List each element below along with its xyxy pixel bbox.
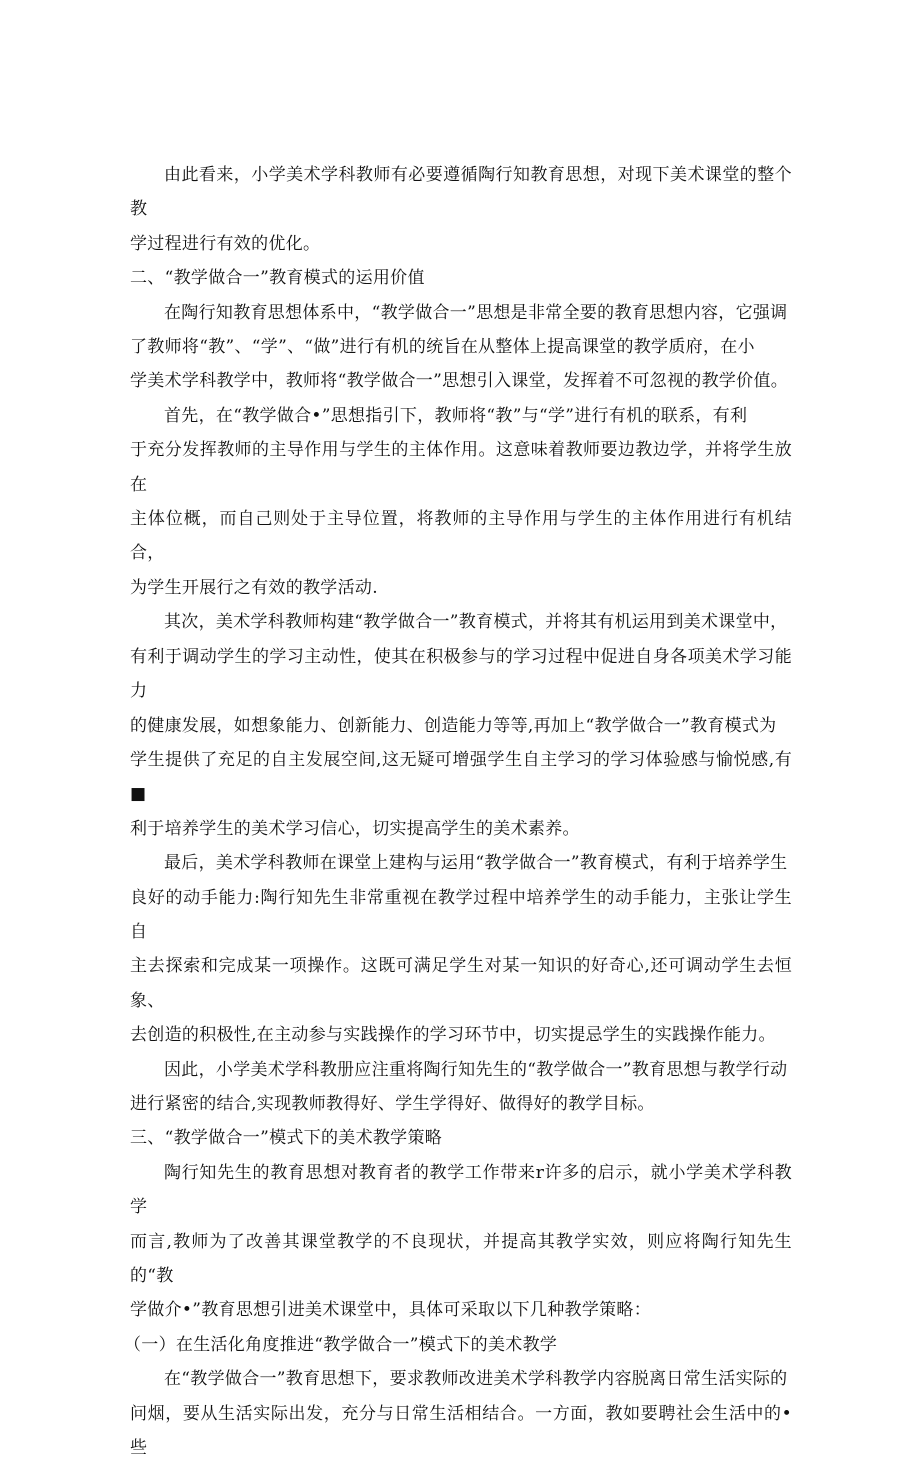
paragraph: 在“教学做合一”教育思想下，要求教师改进美术学科教学内容脱离日常生活实际的 问烟，要从生活实际出发，充分与日常生活相结合。一方面，教如要聘社会生活中的•些 xyxy=(130,1369,792,1459)
paragraph: 其次，美术学科教师构建“教学做合一”教育模式，并将其有机运用到美术课堂中， 有利于调动学生的学习主动性，使其在积极参与的学习过程中促进自身各项美术学习能力 的健康发展，如想象能力、创新能力、创造能力等等,再加上“教学做合一”教育模式为 学生提供了充足的自主发展空间,这无疑可增强学生自主学习的学习体验感与愉悦感,有■ 利于培养学生的美术学习信心，切实提高学生的美术素养。 xyxy=(130,612,792,839)
document-body xyxy=(124,158,792,1465)
paragraph: 在陶行知教育思想体系中，“教学做合一”思想是非常全要的教育思想内容，它强调 了教师将“教”、“学”、“做”进行有机的统旨在从整体上提高课堂的教学质府，在小 学美术学科教学中，教师将“教学做合一”思想引入课堂，发挥着不可忽视的教学价值。 xyxy=(130,302,789,392)
paragraph: 首先，在“教学做合•”思想指引下，教师将“教”与“学”进行有机的联系，有利 于充分发挥教师的主导作用与学生的主体作用。这意味着教师要边教边学，并将学生放在 主体位概，而自己则处于主导位置，将教师的主导作用与学生的主体作用进行有机结合， 为学生开展行之有效的教学活动. xyxy=(130,405,792,598)
paragraph: 最后，美术学科教师在课堂上建构与运用“教学做合一”教育模式，有利于培养学生 良好的动手能力:陶行知先生非常重视在教学过程中培养学生的动手能力，主张让学生自 主去探索和完成某一项操作。这既可满足学生对某一知识的好奇心,还可调动学生去恒象、 去创造的积极性,在主动参与实践操作的学习环节中，切实提忌学生的实践操作能力。 xyxy=(130,853,792,1046)
section-heading: 二、“教学做合一”教育模式的运用价值 xyxy=(130,268,425,289)
section-heading: 三、“教学做合一”模式下的美术教学策略 xyxy=(130,1128,443,1149)
paragraph: 由此看来，小学美术学科教师有必要遵循陶行知教育思想，对现下美术课堂的整个教 学过程进行有效的优化。 xyxy=(130,165,792,254)
subsection-heading: （一）在生活化角度推进“教学做合一”模式下的美术教学 xyxy=(124,1334,558,1355)
paragraph: 因此，小学美术学科教册应注重将陶行知先生的“教学做合一”教育思想与教学行动 进行紧密的结合,实现教师教得好、学生学得好、做得好的教学目标。 xyxy=(130,1059,788,1114)
paragraph: 陶行知先生的教育思想对教育者的教学工作带来r许多的启示，就小学美术学科教学 而言,教师为了改善其课堂教学的不良现状，并提高其教学实效，则应将陶行知先生的“教 学做介•”教育思想引进美术课堂中，具体可采取以下几种教学策略： xyxy=(130,1162,792,1321)
